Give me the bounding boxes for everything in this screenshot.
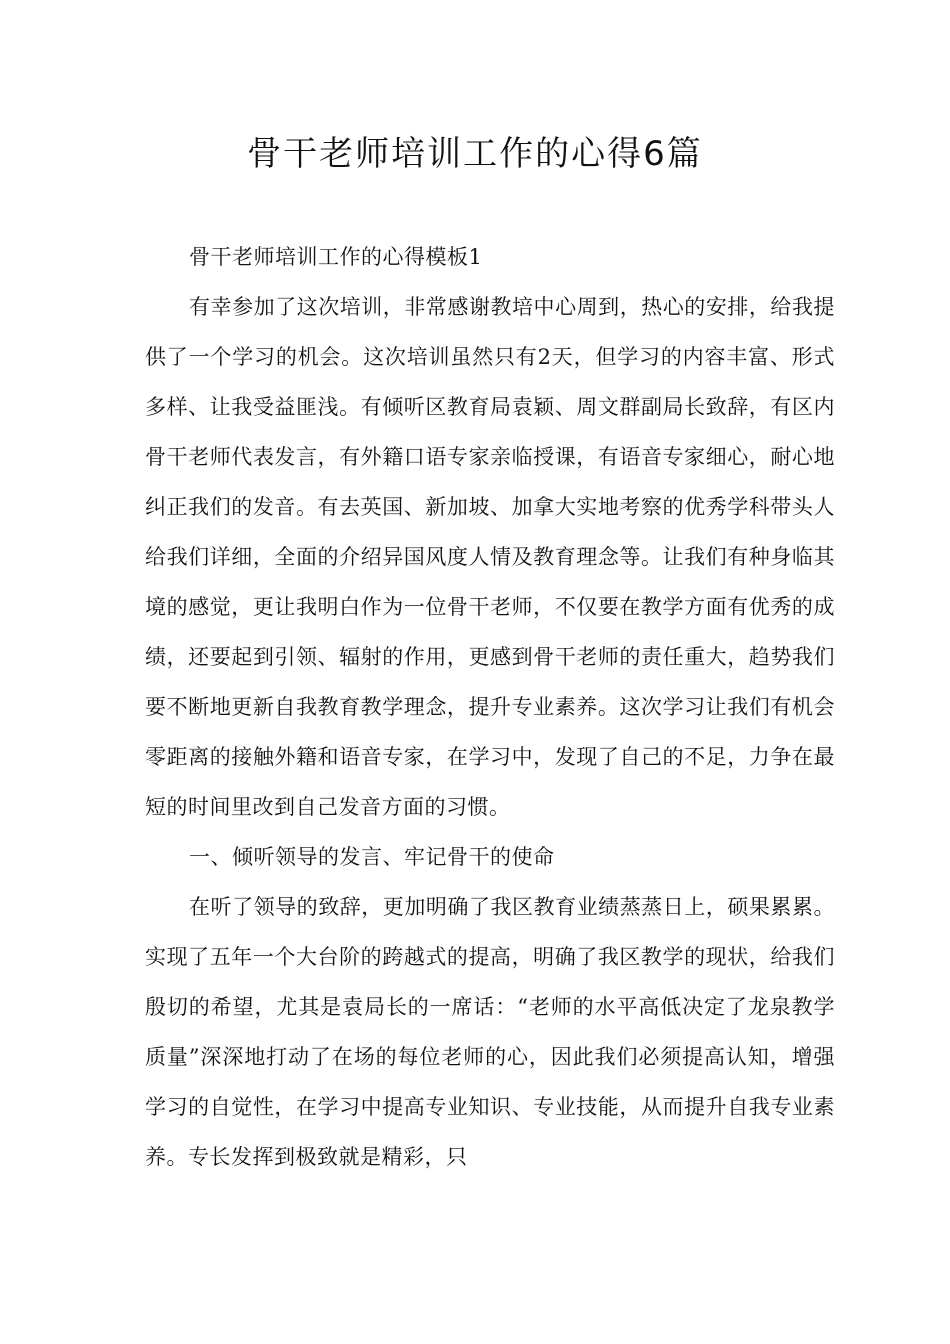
document-title: 骨干老师培训工作的心得6篇 [247,134,703,174]
body-paragraph: 有幸参加了这次培训，非常感谢教培中心周到，热心的安排，给我提供了一个学习的机会。这次培训虽然只有2天，但学习的内容丰富、形式多样、让我受益匪浅。有倾听区教育局袁颖、周文群副局长致辞，有区内骨干老师代表发言，有外籍口语专家亲临授课，有语音专家细心，耐心地纠正我们的发音。有去英国、新加坡、加拿大实地考察的优秀学科带头人给我们详细，全面的介绍异国风度人情及教育理念等。让我们有种身临其境的感觉，更让我明白作为一位骨干老师，不仅要在教学方面有优秀的成绩，还要起到引领、辐射的作用，更感到骨干老师的责任重大，趋势我们要不断地更新自我教育教学理念，提升专业素养。这次学习让我们有机会零距离的接触外籍和语音专家，在学习中，发现了自己的不足，力争在最短的时间里改到自己发音方面的习惯。 [145,295,835,819]
document-body [145,232,835,1182]
body-paragraph: 在听了领导的致辞，更加明确了我区教育业绩蒸蒸日上，硕果累累。实现了五年一个大台阶的跨越式的提高，明确了我区教学的现状，给我们殷切的希望，尤其是袁局长的一席话：“老师的水平高低决定了龙泉教学质量”深深地打动了在场的每位老师的心，因此我们必须提高认知，增强学习的自觉性，在学习中提高专业知识、专业技能，从而提升自我专业素养。专长发挥到极致就是精彩，只 [145,895,835,1169]
section-heading-template-1: 骨干老师培训工作的心得模板1 [189,245,483,269]
section-heading: 一、倾听领导的发言、牢记骨干的使命 [189,845,555,869]
